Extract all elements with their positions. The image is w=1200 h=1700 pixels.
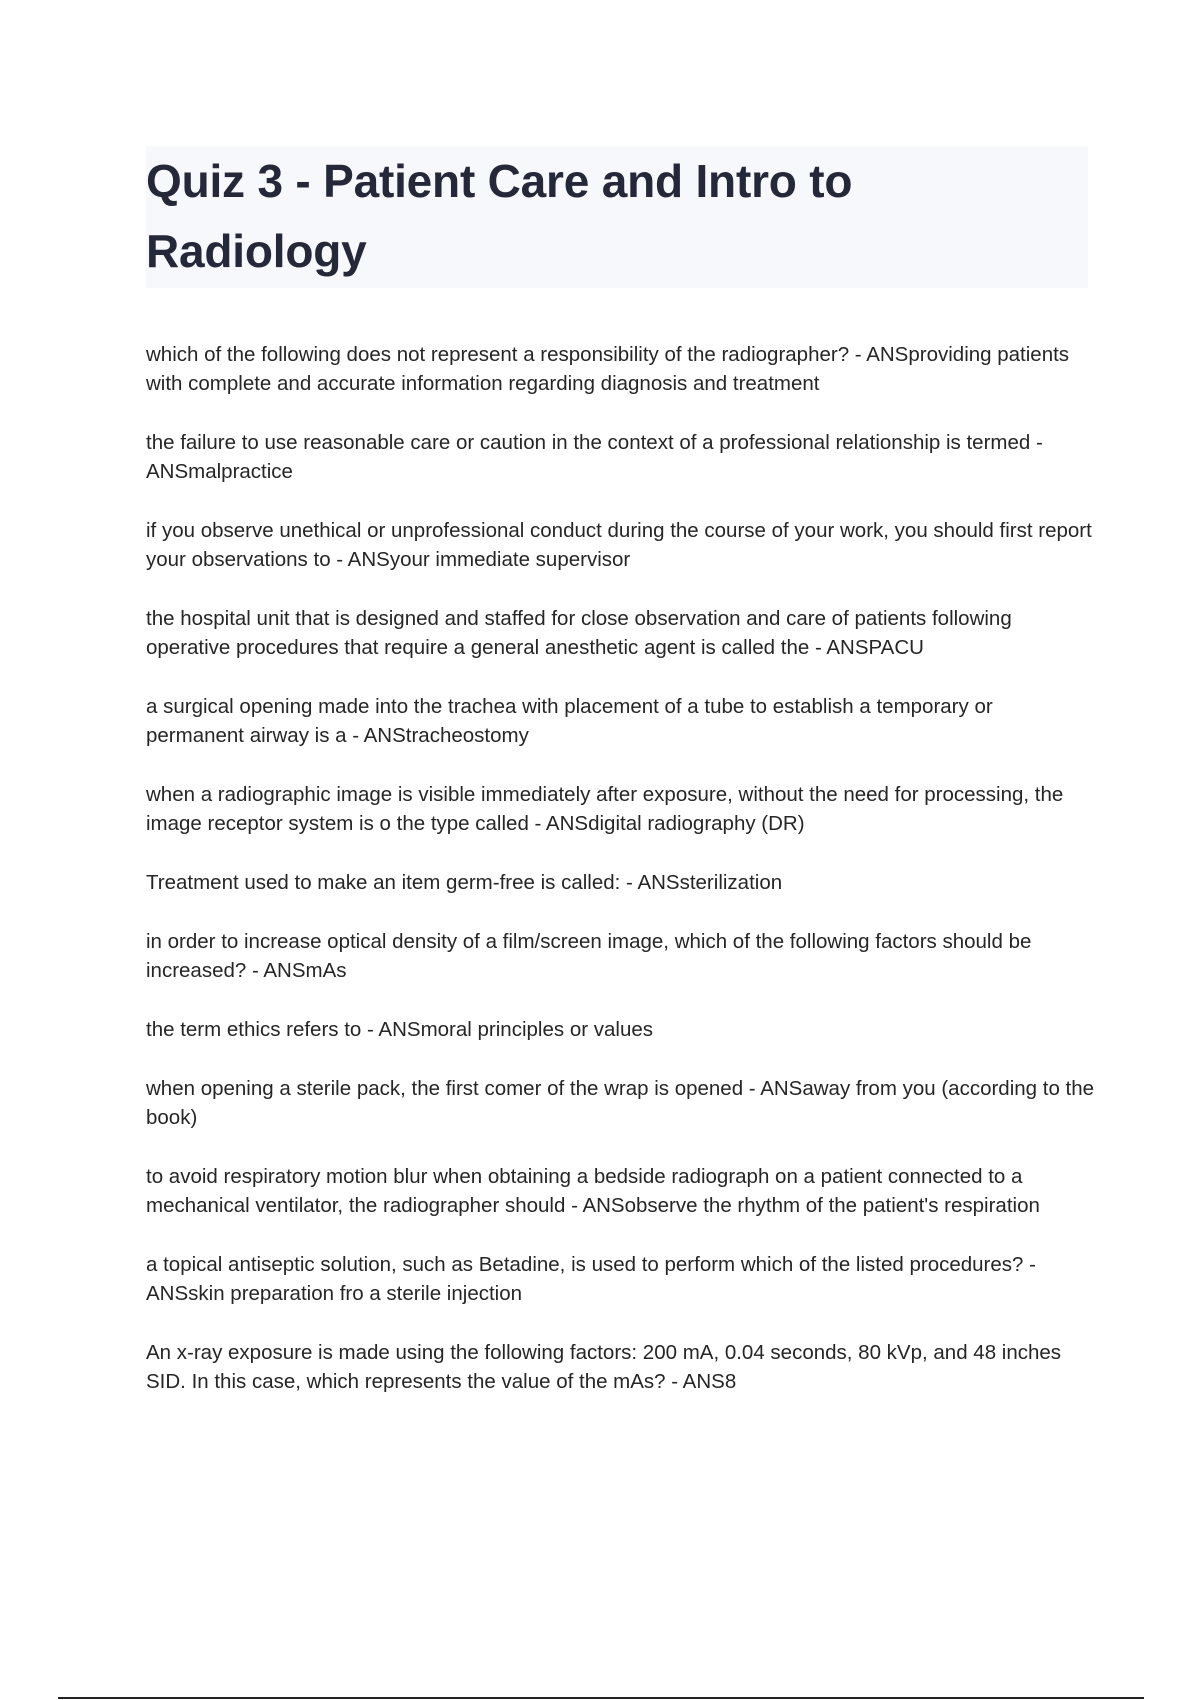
qa-item: the hospital unit that is designed and staffed for close observation and care of patients following operative procedures that require a general anesthetic agent is called the - ANSPACU	[146, 607, 1012, 659]
title-line-2: Radiology	[146, 225, 367, 277]
qa-item: if you observe unethical or unprofessional conduct during the course of your work, you should first report your observations to - ANSyour immediate supervisor	[146, 519, 1092, 571]
title-block	[146, 146, 1088, 288]
qa-item: An x-ray exposure is made using the following factors: 200 mA, 0.04 seconds, 80 kVp, and 48 inches SID. In this case, which represents the value of the mAs? - ANS8	[146, 1341, 1062, 1393]
qa-item: a surgical opening made into the trachea with placement of a tube to establish a temporary or permanent airway is a - ANStracheostomy	[146, 695, 993, 747]
qa-item: when a radiographic image is visible immediately after exposure, without the need for processing, the image receptor system is o the type called - ANSdigital radiography (DR)	[146, 783, 1064, 835]
question-answer-list	[146, 340, 1096, 1426]
qa-item: which of the following does not represent a responsibility of the radiographer? - ANSproviding patients with complete and accurate information regarding diagnosis and treatment	[146, 343, 1070, 395]
qa-item: in order to increase optical density of a film/screen image, which of the following factors should be increased? - ANSmAs	[146, 930, 1032, 982]
qa-item: the term ethics refers to - ANSmoral principles or values	[146, 1018, 653, 1041]
qa-item: when opening a sterile pack, the first comer of the wrap is opened - ANSaway from you (according to the book)	[146, 1077, 1095, 1129]
footer-divider	[58, 1697, 1144, 1699]
qa-item: a topical antiseptic solution, such as Betadine, is used to perform which of the listed procedures? - ANSskin preparation fro a sterile injection	[146, 1253, 1036, 1305]
qa-item: to avoid respiratory motion blur when obtaining a bedside radiograph on a patient connected to a mechanical ventilator, the radiographer should - ANSobserve the rhythm of the patient's respiration	[146, 1165, 1040, 1217]
qa-item: the failure to use reasonable care or caution in the context of a professional relationship is termed - ANSmalpractice	[146, 431, 1043, 483]
page-title	[146, 146, 1088, 286]
title-line-1: Quiz 3 - Patient Care and Intro to	[146, 155, 853, 207]
qa-item: Treatment used to make an item germ-free is called: - ANSsterilization	[146, 871, 783, 894]
